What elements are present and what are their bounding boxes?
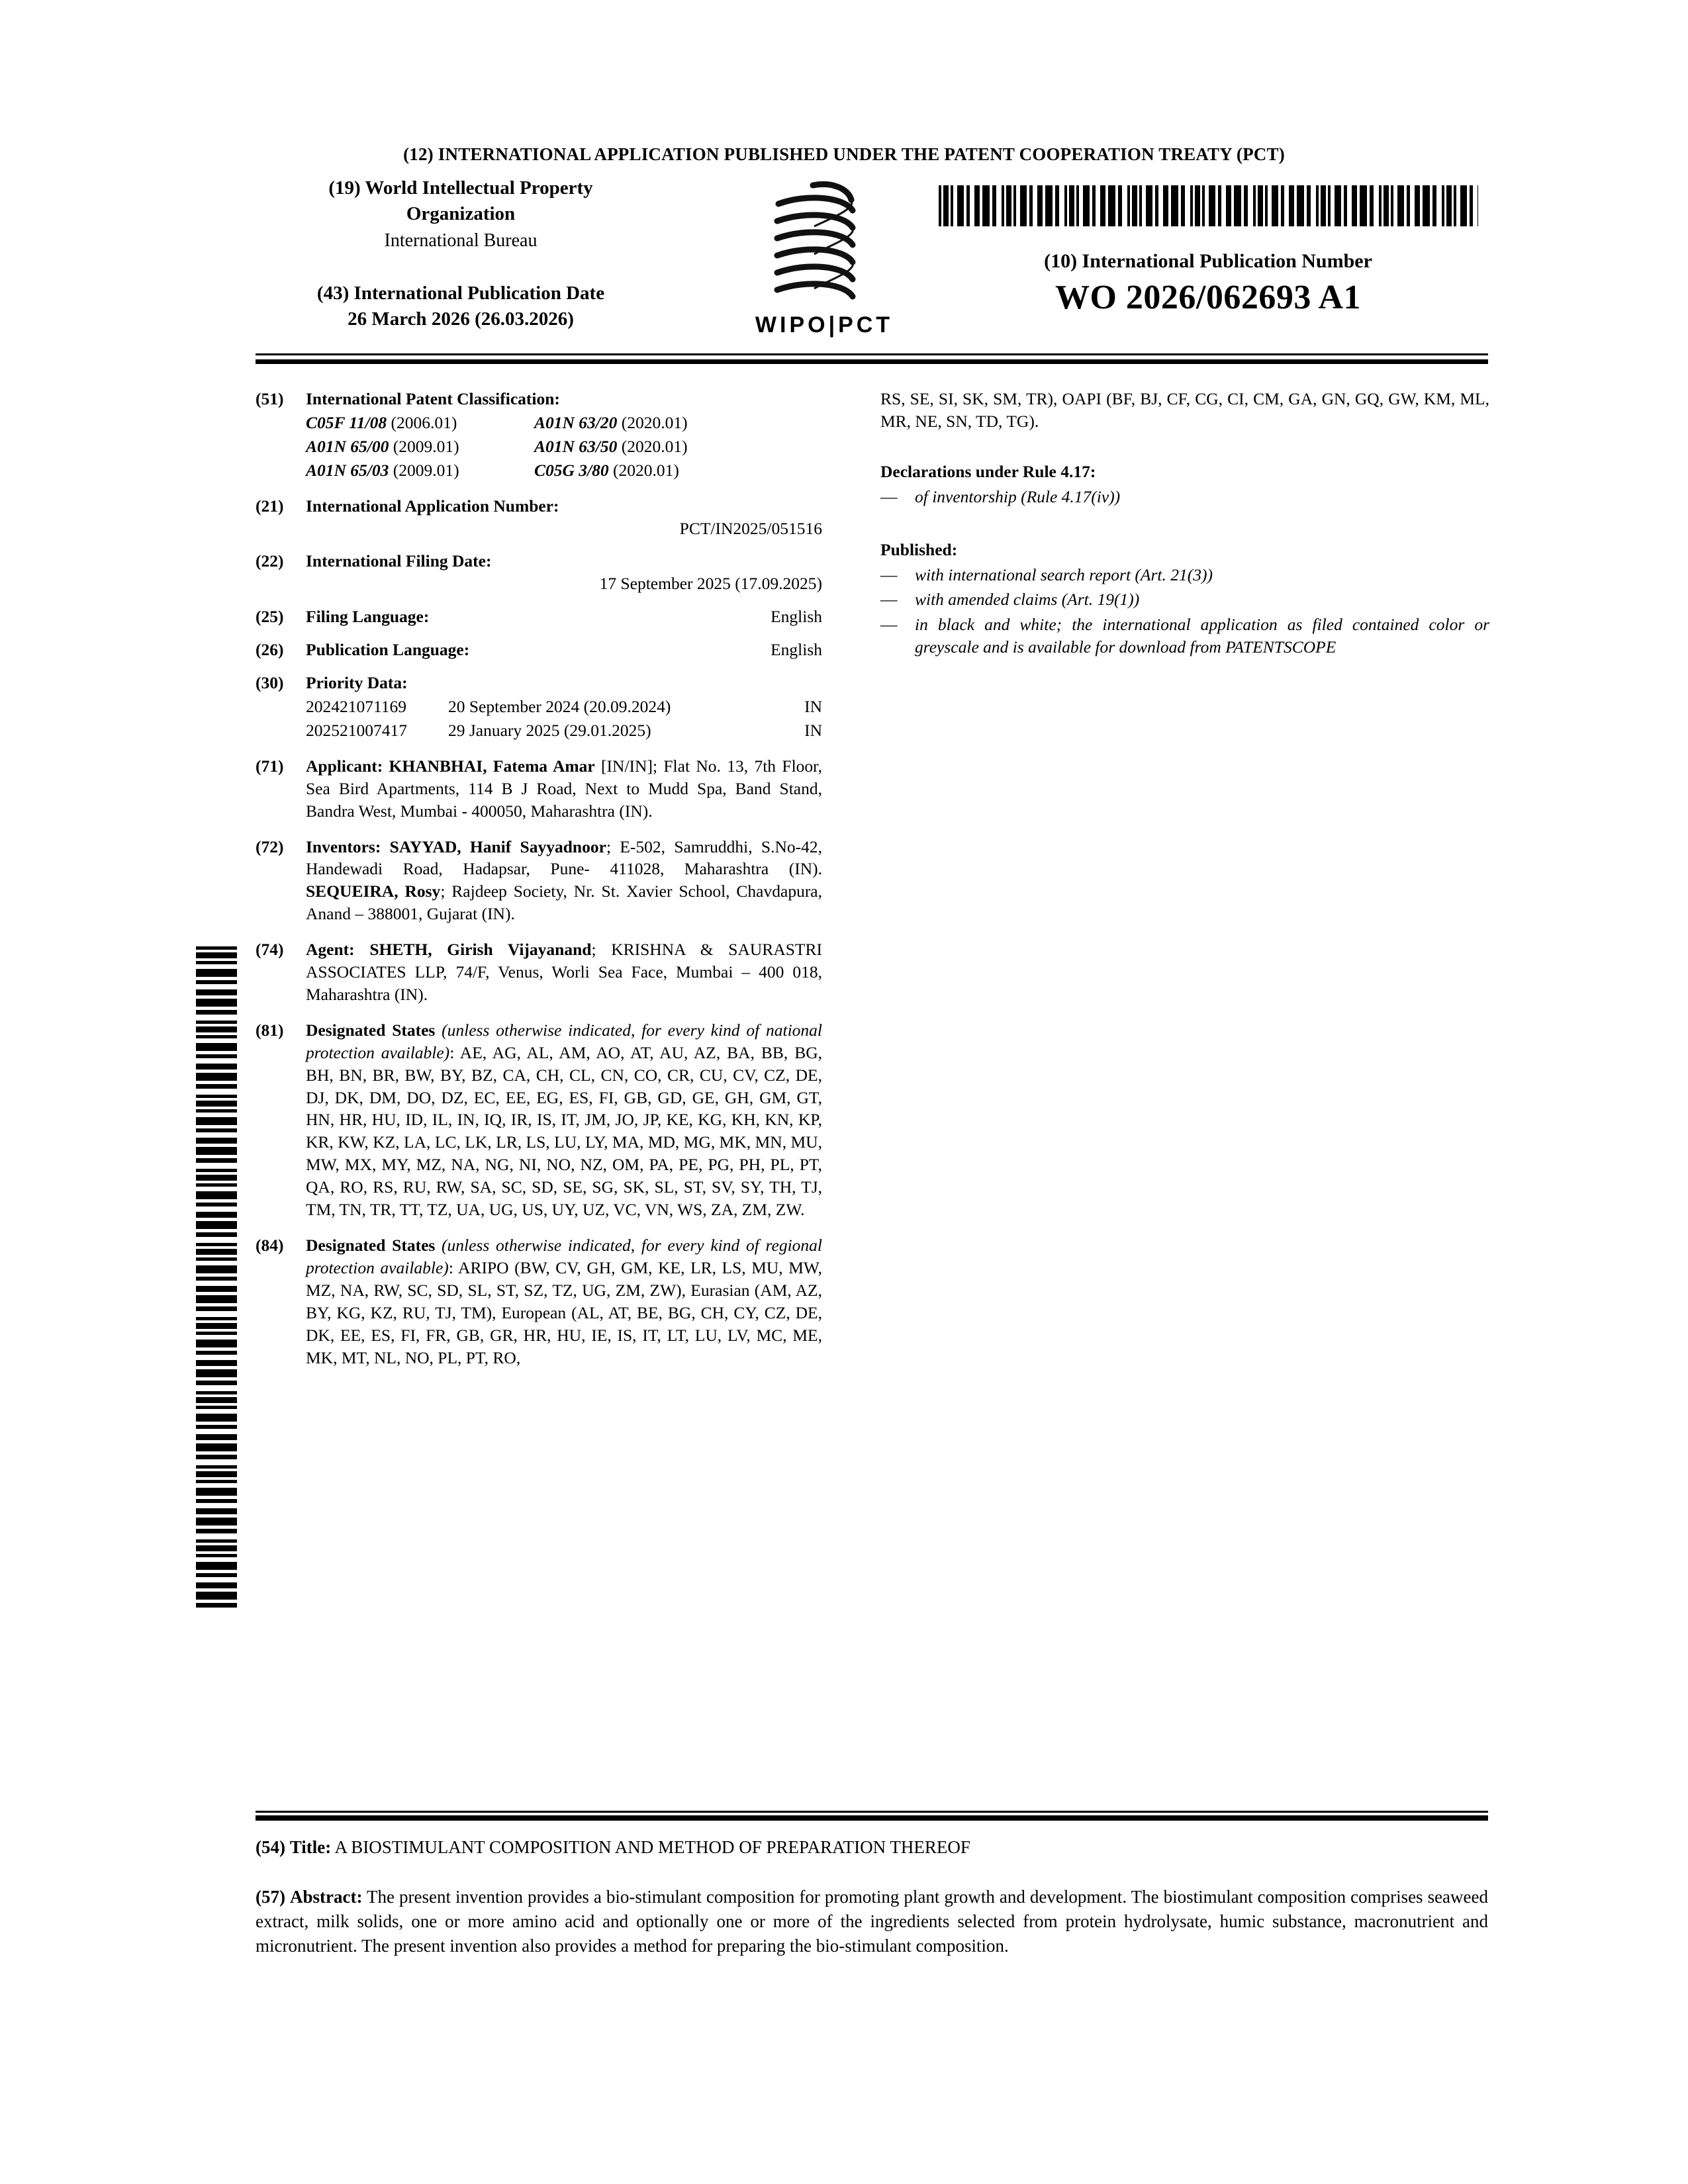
field-qualifier: (unless otherwise indicated, for every kind of national protection available) <box>306 1020 822 1062</box>
field-separator: : <box>449 1042 460 1062</box>
state-codes-continued: RS, SE, SI, SK, SM, TR), OAPI (BF, BJ, CF, CG, CI, CM, GA, GN, GQ, GW, KM, ML, MR, NE, SN, TD, TG). <box>880 389 1489 431</box>
state-codes: ARIPO (BW, CV, GH, GM, KE, LR, LS, MU, MW, MZ, NA, RW, SC, SD, SL, ST, SZ, TZ, UG, ZM, ZW), Eurasian (AM, AZ, BY, KG, KZ, RU, TJ, TM), European (AL, AT, BE, BG, CH, CY, CZ, DE, DK, EE, ES, FI, FR, GB, GR, HR, HU, IE, IS, IT, LT, LU, LV, MC, ME, MK, MT, NL, NO, PL, PT, RO, <box>306 1257 823 1367</box>
inventor-name: SAYYAD, Hanif Sayyadnoor <box>389 837 606 856</box>
agent-name: SHETH, Girish Vijayanand <box>369 940 592 960</box>
field-designated-states-national <box>256 1019 822 1221</box>
field-code: (21) <box>256 496 284 516</box>
abstract-text: The present invention provides a bio-stimulant composition for promoting plant growth and development. The biostimulant composition comprises seaweed extract, milk solids, one or more amino acid and optionally one or more of the ingredients selected from protein hydrolysate, humic substance, macronutrient and micronutrient. The present invention also provides a method for preparing the bio-stimulant composition. <box>256 1887 1489 1956</box>
published-text: with international search report (Art. 21(3)) <box>915 565 1213 584</box>
field-label: Priority Data: <box>306 673 408 693</box>
field-filing-language <box>256 606 822 628</box>
field-label: Title: <box>289 1837 332 1857</box>
ipc-symbol: A01N 63/20 <box>534 412 618 432</box>
published-heading: Published: <box>880 539 958 559</box>
field-code: (25) <box>256 607 284 627</box>
publication-number-block <box>927 185 1489 317</box>
footer-divider <box>256 1811 1488 1821</box>
wipo-org-block <box>256 175 666 332</box>
field-designated-states-regional <box>256 1234 822 1369</box>
published-item <box>880 588 1489 611</box>
field-label: International Filing Date: <box>306 551 492 571</box>
dash-icon: — <box>880 565 898 584</box>
field-separator: : <box>448 1257 459 1277</box>
priority-country: IN <box>804 720 822 740</box>
ipc-version: (2020.01) <box>613 460 679 480</box>
field-label: International Application Number: <box>306 496 559 516</box>
field-label: Designated States <box>306 1020 436 1040</box>
priority-number: 202421071169 <box>306 696 407 716</box>
ipc-version: (2006.01) <box>391 412 457 432</box>
field-code: (81) <box>256 1020 284 1040</box>
field-code: (30) <box>256 673 284 693</box>
field-label: International Patent Classification: <box>306 389 560 408</box>
page-title: (12) INTERNATIONAL APPLICATION PUBLISHED UNDER THE PATENT COOPERATION TREATY (PCT) <box>403 144 1285 164</box>
ipc-grid <box>306 412 822 482</box>
applicant-name: KHANBHAI, Fatema Amar <box>389 756 595 776</box>
published-text: with amended claims (Art. 19(1)) <box>915 590 1140 610</box>
org-line-1: (19) World Intellectual Property <box>328 177 593 199</box>
priority-country: IN <box>804 696 822 716</box>
published-item <box>880 614 1489 659</box>
field-code: (54) <box>256 1837 285 1857</box>
field-label: Applicant: <box>306 756 383 776</box>
field-code: (22) <box>256 551 284 571</box>
footer-divider-thick <box>256 1815 1488 1821</box>
field-label: Abstract: <box>290 1887 363 1907</box>
bibliographic-left-column <box>256 388 822 1382</box>
field-publication-language <box>256 639 822 661</box>
agent-address: ; KRISHNA & SAURASTRI ASSOCIATES LLP, 74/F, Venus, Worli Sea Face, Mumbai – 400 018, Maharashtra (IN). <box>306 940 822 1004</box>
field-label: Publication Language: <box>306 640 470 660</box>
declaration-text: of inventorship (Rule 4.17(iv)) <box>915 486 1121 506</box>
field-value: PCT/IN2025/051516 <box>679 518 822 538</box>
header-divider-thick <box>256 359 1488 364</box>
publication-number-label: (10) International Publication Number <box>1044 250 1372 272</box>
field-priority-data <box>256 672 822 742</box>
field-value: 17 September 2025 (17.09.2025) <box>599 574 822 594</box>
org-line-3: International Bureau <box>384 230 538 251</box>
ipc-symbol: C05F 11/08 <box>306 412 387 432</box>
footer-divider-thin <box>256 1811 1488 1813</box>
priority-date: 20 September 2024 (20.09.2024) <box>448 696 671 716</box>
field-value: English <box>771 607 822 627</box>
barcode-icon <box>196 946 237 1608</box>
priority-row <box>306 696 822 718</box>
field-qualifier: (unless otherwise indicated, for every kind of regional protection available) <box>306 1236 822 1277</box>
field-label: Inventors: <box>306 837 381 856</box>
ipc-symbol: A01N 65/00 <box>306 436 389 456</box>
field-label: Agent: <box>306 940 355 960</box>
wipo-logo-text: WIPO|PCT <box>755 312 894 338</box>
inventor-name: SEQUEIRA, Rosy <box>306 882 441 901</box>
priority-date: 29 January 2025 (29.01.2025) <box>448 720 651 740</box>
title-value: A BIOSTIMULANT COMPOSITION AND METHOD OF PREPARATION THEREOF <box>334 1837 970 1857</box>
declaration-item <box>880 486 1489 508</box>
ipc-version: (2009.01) <box>393 460 459 480</box>
inventor-address: ; E-502, Samruddhi, S.No-42, Handewadi Road, Hadapsar, Pune- 411028, Maharashtra (IN). <box>306 837 823 879</box>
published-item <box>880 564 1489 586</box>
publication-date-value: 26 March 2026 (26.03.2026) <box>348 308 574 330</box>
ipc-version: (2020.01) <box>621 412 688 432</box>
field-code: (72) <box>256 837 284 856</box>
field-code: (71) <box>256 756 284 776</box>
field-value: English <box>771 640 822 660</box>
field-agent <box>256 938 822 1006</box>
ipc-symbol: A01N 65/03 <box>306 460 389 480</box>
field-applicant <box>256 755 822 823</box>
applicant-address: [IN/IN]; Flat No. 13, 7th Floor, Sea Bird Apartments, 114 B J Road, Next to Mudd Spa, Band Stand, Bandra West, Mumbai - 400050, Maharashtra (IN). <box>306 756 822 821</box>
field-code: (84) <box>256 1236 284 1255</box>
dash-icon: — <box>880 590 898 610</box>
bibliographic-right-column <box>880 388 1489 661</box>
field-code: (57) <box>256 1887 285 1907</box>
publication-date-label: (43) International Publication Date <box>316 283 605 304</box>
priority-number: 202521007417 <box>306 720 407 740</box>
side-barcode <box>196 946 237 1608</box>
barcode-icon <box>939 185 1478 226</box>
field-application-number <box>256 495 822 540</box>
field-label: Designated States <box>306 1236 436 1255</box>
published-text: in black and white; the international application as filed contained color or greyscale and is available for download from PATENTSCOPE <box>915 615 1489 657</box>
spacer <box>880 511 1489 539</box>
header-divider-thin <box>256 353 1488 355</box>
publication-number-value: WO 2026/062693 A1 <box>1055 279 1362 316</box>
ipc-version: (2009.01) <box>393 436 459 456</box>
ipc-symbol: A01N 63/50 <box>534 436 618 456</box>
dash-icon: — <box>880 615 898 635</box>
state-codes: AE, AG, AL, AM, AO, AT, AU, AZ, BA, BB, BG, BH, BN, BR, BW, BY, BZ, CA, CH, CL, CN, CO, CR, CU, CV, CZ, DE, DJ, DK, DM, DO, DZ, EC, EE, EG, ES, FI, GB, GD, GE, GH, GM, GT, HN, HR, HU, ID, IL, IN, IQ, IR, IS, IT, JM, JO, JP, KE, KG, KH, KN, KP, KR, KW, KZ, LA, LC, LK, LR, LS, LU, LY, MA, MD, MG, MK, MN, MU, MW, MX, MY, MZ, NA, NG, NI, NO, NZ, OM, PA, PE, PG, PH, PL, PT, QA, RO, RS, RU, RW, SA, SC, SD, SE, SG, SK, SL, ST, SV, SY, TH, TJ, TM, TN, TR, TT, TZ, UA, UG, US, UY, UZ, VC, VN, WS, ZA, ZM, ZW. <box>306 1042 823 1220</box>
field-code: (74) <box>256 940 284 960</box>
ipc-version: (2020.01) <box>621 436 688 456</box>
field-label: Filing Language: <box>306 607 430 627</box>
spacer <box>880 433 1489 461</box>
invention-title <box>256 1837 1488 1858</box>
field-ipc <box>256 388 822 482</box>
dash-icon: — <box>880 486 898 506</box>
field-code: (51) <box>256 389 284 408</box>
inventor-address: ; Rajdeep Society, Nr. St. Xavier School, Chavdapura, Anand – 388001, Gujarat (IN). <box>306 882 823 924</box>
priority-row <box>306 719 822 742</box>
ipc-symbol: C05G 3/80 <box>534 460 609 480</box>
field-filing-date <box>256 550 822 595</box>
org-line-2: Organization <box>406 203 516 224</box>
field-code: (26) <box>256 640 284 660</box>
field-inventors <box>256 836 822 926</box>
declarations-heading: Declarations under Rule 4.17: <box>880 461 1096 481</box>
abstract <box>256 1885 1488 1958</box>
